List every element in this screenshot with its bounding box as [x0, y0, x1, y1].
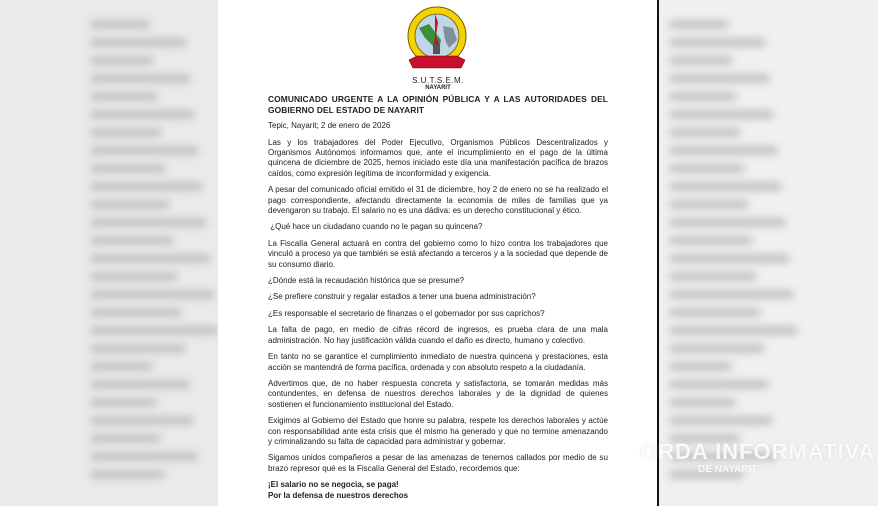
blurred-text-bar — [90, 272, 178, 281]
blurred-text-bar — [90, 434, 161, 443]
blurred-text-bar — [669, 398, 736, 407]
blurred-text-bar — [669, 308, 761, 317]
blurred-text-bar — [669, 128, 741, 137]
blurred-text-bar — [90, 380, 190, 389]
document-title: COMUNICADO URGENTE A LA OPINIÓN PÚBLICA Y A LAS AUTORIDADES DEL GOBIERNO DEL ESTADO DE NAYARIT — [268, 94, 608, 115]
watermark-line1: ORDA INFORMATIVA — [640, 439, 876, 464]
paragraph: La falta de pago, en medio de cifras récord de ingresos, es prueba clara de una mala administración. No hay justificación válida cuando el daño es directo, humano y colectivo. — [268, 325, 608, 345]
blurred-text-bar — [90, 344, 186, 353]
closing-line: Por la defensa de nuestros derechos — [268, 490, 409, 500]
blurred-text-bar — [669, 344, 765, 353]
blurred-text-bar — [669, 38, 766, 47]
blurred-text-bar — [90, 20, 150, 29]
blurred-text-bar — [669, 92, 737, 101]
blurred-text-bar — [90, 182, 203, 191]
blurred-text-bar — [669, 290, 794, 299]
blurred-text-bar — [90, 398, 157, 407]
document-body — [268, 76, 608, 501]
paragraph: Advertimos que, de no haber respuesta concreta y satisfactoria, se tomarán medidas más contundentes, en defensa de nuestros derechos laborales y de la dignidad de quienes sostienen el funcionamiento institucional del Estado. — [268, 378, 608, 409]
question: ¿Es responsable el secretario de finanzas o el gobernador por sus caprichos? — [268, 308, 545, 318]
blurred-text-bar — [90, 308, 182, 317]
blurred-text-bar — [90, 56, 154, 65]
question: ¿Qué hace un ciudadano cuando no le pagan su quincena? — [268, 222, 483, 232]
blurred-text-bar — [90, 200, 170, 209]
blurred-text-bar — [669, 200, 749, 209]
blurred-text-bar — [669, 272, 757, 281]
date-line: Tepic, Nayarit; 2 de enero de 2026 — [268, 121, 391, 131]
blurred-text-bar — [90, 146, 199, 155]
blurred-text-bar — [90, 254, 211, 263]
blurred-text-bar — [669, 74, 770, 83]
document-page — [218, 0, 657, 506]
blurred-text-bar — [90, 74, 191, 83]
blurred-text-bar — [90, 110, 195, 119]
org-name: S.U.T.S.E.M. — [412, 76, 464, 85]
divider-line — [657, 0, 659, 506]
blurred-text-bar — [90, 290, 215, 299]
blurred-text-bar — [90, 128, 162, 137]
paragraph: Sigamos unidos compañeros a pesar de las amenazas de tenernos callados por medio de su brazo represor qué es la Fiscalía General del Estado, recordemos que: — [268, 453, 608, 473]
blurred-text-bar — [669, 182, 782, 191]
blurred-text-bar — [669, 110, 774, 119]
blurred-text-bar — [90, 470, 165, 479]
org-state: NAYARIT — [425, 85, 451, 91]
blurred-text-bar — [90, 92, 158, 101]
blurred-text-bar — [90, 326, 218, 335]
blurred-text-bar — [90, 38, 187, 47]
paragraph: Exigimos al Gobierno del Estado que honre su palabra, respete los derechos laborales y actúe con responsabilidad ante esta crisis que él mismo ha generado y que no termine amenazando y criminalizando su falta de capacidad para administrar y gobernar. — [268, 416, 608, 446]
paragraph: En tanto no se garantice el cumplimiento inmediato de nuestra quincena y prestaciones, esta acción se mantendrá de forma pacífica, ordenada y con absoluto respeto a la ciudadanía. — [268, 352, 608, 372]
paragraph: A pesar del comunicado oficial emitido el 31 de diciembre, hoy 2 de enero no se ha realizado el pago correspondiente, afectando directamente la economía de miles de familias que ya devengaron su trabajo. El salario no es una dádiva: es un derecho constitucional y ético. — [268, 185, 608, 216]
watermark-line2: DE NAYARIT — [698, 464, 758, 475]
blurred-text-bar — [90, 218, 207, 227]
blurred-background-right — [659, 0, 878, 506]
blurred-text-bar — [90, 164, 166, 173]
sutsem-logo — [405, 6, 469, 76]
blurred-background-left — [0, 0, 218, 506]
closing-line: ¡El salario no se negocia, se paga! — [268, 480, 399, 490]
blurred-text-bar — [669, 146, 778, 155]
paragraph: La Fiscalía General actuará en contra del gobierno como lo hizo contra los trabajadores que vinculó a proceso ya que también se está afectando a terceros y a la sociedad que depende de su consumo diario. — [268, 238, 608, 269]
blurred-text-bar — [669, 236, 753, 245]
blurred-text-bar — [669, 416, 773, 425]
blurred-text-bar — [90, 452, 198, 461]
blurred-text-bar — [90, 416, 194, 425]
blurred-text-bar — [669, 254, 790, 263]
blurred-text-bar — [669, 362, 732, 371]
question: ¿Dónde está la recaudación histórica que se presume? — [268, 276, 465, 286]
blurred-text-bar — [669, 164, 745, 173]
blurred-text-bar — [669, 20, 729, 29]
question: ¿Se prefiere construir y regalar estadios a tener una buena administración? — [268, 292, 536, 302]
blurred-text-bar — [669, 218, 786, 227]
blurred-text-bar — [90, 362, 153, 371]
blurred-text-bar — [669, 56, 733, 65]
blurred-text-bar — [669, 326, 798, 335]
watermark-logo — [640, 440, 876, 476]
blurred-text-bar — [90, 236, 174, 245]
paragraph: Las y los trabajadores del Poder Ejecutivo, Organismos Públicos Descentralizados y Organismos Autónomos informamos que, ante el incumplimiento en el pago de la última quincena de diciembre de 2025, hemos iniciado este día una manifestación pacífica de brazos caídos, como expresión legítima de inconformidad y exigencia. — [268, 137, 608, 178]
blurred-text-bar — [669, 380, 769, 389]
